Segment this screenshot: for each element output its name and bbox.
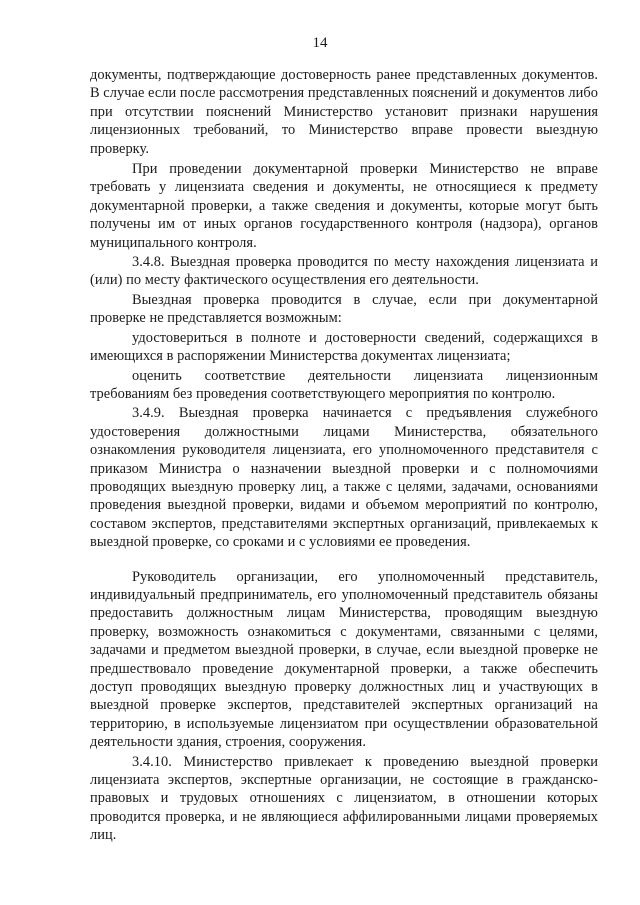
paragraph-head-obligations: Руководитель организации, его уполномоченный представитель, индивидуальный предприниматель, его уполномоченный представитель обязаны предоставить должностным лицам Министерства, проводящим выездную проверку, возможность ознакомиться с документами, связанными с целями, задачами и предметом выездной проверки, в случае, если выездной проверке не предшествовало проведение документарной проверки, а также обеспечить доступ проводящих выездную проверку должностных лиц и участвующих в выездной проверке экспертов, представителей экспертных организаций на территорию, в используемые лицензиатом при осуществлении образовательной деятельности здания, строения, сооружения. (90, 568, 598, 751)
paragraph-3-4-8: 3.4.8. Выездная проверка проводится по месту нахождения лицензиата и (или) по месту фактического осуществления его деятельности. (90, 254, 598, 289)
paragraph-onsite-conditions: Выездная проверка проводится в случае, если при документарной проверке не представляется возможным: (90, 291, 598, 327)
page-number: 14 (312, 35, 328, 51)
paragraph-assess-compliance: оценить соответствие деятельности лицензиата лицензионным требованиям без проведения соответствующего мероприятия по контролю. (90, 367, 598, 402)
paragraph-documentary-check: При проведении документарной проверки Министерство не вправе требовать у лицензиата сведения и документы, не относящиеся к предмету документарной проверки, а также сведения и документы, которые могут быть получены им от иных органов государственного контроля (надзора), органов муниципального контроля. (90, 161, 598, 251)
document-body (90, 66, 598, 845)
paragraph-3-4-10: 3.4.10. Министерство привлекает к проведению выездной проверки лицензиата экспертов, экспертные организации, не состоящие в гражданско-правовых и трудовых отношениях с лицензиатом, в отношении которых проводится проверка, и не являющиеся аффилированными лицами проверяемых лиц. (90, 753, 598, 844)
paragraph-verify-completeness: удостовериться в полноте и достоверности сведений, содержащихся в имеющихся в распоряжении Министерства документах лицензиата; (90, 329, 598, 365)
paragraph-continuation: документы, подтверждающие достоверность ранее представленных документов. В случае если после рассмотрения представленных пояснений и документов либо при отсутствии пояснений Министерство установит признаки нарушения лицензионных требований, то Министерство вправе провести выездную проверку. (90, 67, 598, 157)
paragraph-3-4-9: 3.4.9. Выездная проверка начинается с предъявления служебного удостоверения должностными лицами Министерства, обязательного ознакомления руководителя лицензиата, его уполномоченного представителя с приказом Министра о назначении выездной проверки и с полномочиями проводящих выездную проверку лиц, а также с целями, задачами, основаниями проведения выездной проверки, видами и объемом мероприятий по контролю, составом экспертов, представителями экспертных организаций, привлекаемых к выездной проверке, со сроками и с условиями ее проведения. (90, 405, 598, 551)
